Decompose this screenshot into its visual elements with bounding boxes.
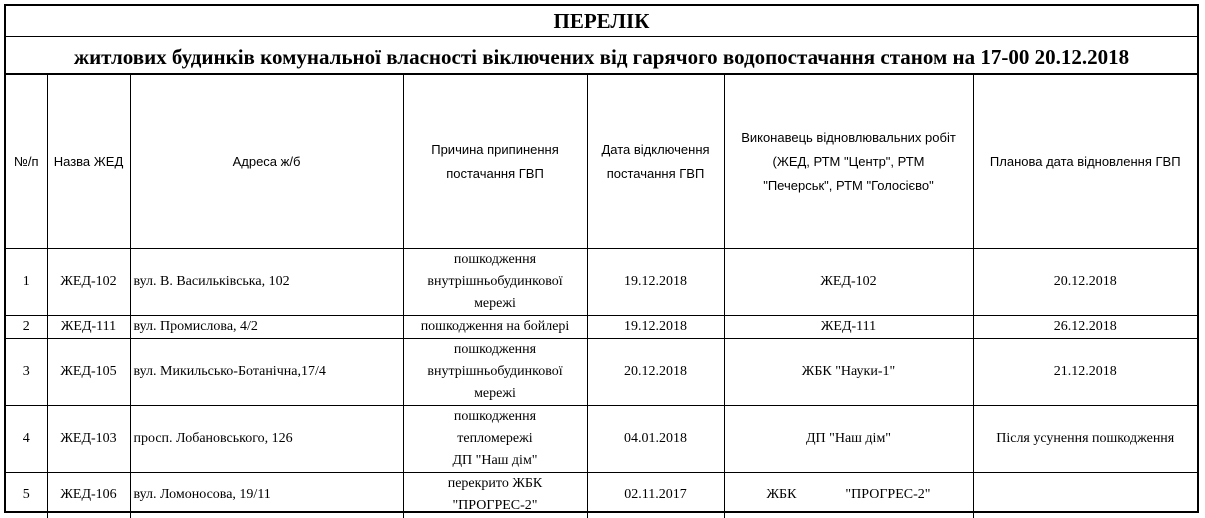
- cell-address: вул. Ломоносова, 19/11: [130, 473, 403, 518]
- cell-date-off: 20.12.2018: [587, 339, 724, 406]
- cell-planned-date: 26.12.2018: [973, 316, 1197, 339]
- cell-zhed: ЖЕД-102: [47, 249, 130, 316]
- cell-executor-text: ЖБК "ПРОГРЕС-2": [766, 487, 931, 503]
- document-subtitle: житлових будинків комунальної власності віключених від гарячого водопостачання станом на 17-00 20.12.2018: [6, 37, 1197, 75]
- cell-executor: ЖБК "Науки-1": [724, 339, 973, 406]
- cell-address: просп. Лобановського, 126: [130, 406, 403, 473]
- header-num: №/п: [6, 75, 47, 249]
- cell-planned-date: [973, 473, 1197, 518]
- header-date-off-line: Дата відключення: [601, 141, 710, 157]
- cell-date-off: 02.11.2017: [587, 473, 724, 518]
- cell-reason-line: мережі: [474, 386, 516, 401]
- header-reason: [403, 75, 587, 249]
- cell-executor: [724, 473, 973, 518]
- header-zhed: Назва ЖЕД: [47, 75, 130, 249]
- cell-date-off: 19.12.2018: [587, 316, 724, 339]
- cell-num: 3: [6, 339, 47, 406]
- cell-reason-line: ДП "Наш дім": [452, 453, 538, 468]
- header-executor-line: "Печерськ", РТМ "Голосієво": [763, 177, 934, 193]
- cell-date-off: 19.12.2018: [587, 249, 724, 316]
- cell-zhed: ЖЕД-103: [47, 406, 130, 473]
- cell-reason-line: внутрішньобудинкової: [427, 364, 563, 379]
- table-row: [6, 473, 1197, 518]
- table-row: [6, 339, 1197, 406]
- document-sheet: [4, 4, 1199, 513]
- cell-executor: ЖЕД-111: [724, 316, 973, 339]
- header-date-off-line: постачання ГВП: [606, 165, 705, 181]
- cell-reason-line: перекрито ЖБК: [447, 476, 543, 492]
- cell-reason-line: пошкодження на бойлері: [420, 319, 570, 334]
- cell-num: 4: [6, 406, 47, 473]
- document-title: ПЕРЕЛІК: [6, 6, 1197, 37]
- cell-address: вул. Промислова, 4/2: [130, 316, 403, 339]
- cell-reason-line: внутрішньобудинкової: [427, 274, 563, 289]
- cell-num: 5: [6, 473, 47, 518]
- cell-reason-line: тепломережі: [457, 431, 533, 446]
- cell-reason-line: пошкодження: [453, 342, 537, 357]
- header-address: Адреса ж/б: [130, 75, 403, 249]
- cell-address: вул. В. Васильківська, 102: [130, 249, 403, 316]
- cell-zhed: ЖЕД-111: [47, 316, 130, 339]
- header-executor-line: (ЖЕД, РТМ "Центр", РТМ: [772, 153, 925, 169]
- cell-date-off: 04.01.2018: [587, 406, 724, 473]
- header-reason-line: постачання ГВП: [446, 165, 544, 181]
- header-executor-line: Виконавець відновлювальних робіт: [741, 129, 956, 145]
- cell-reason: [403, 316, 587, 339]
- cell-reason: [403, 473, 587, 518]
- cell-executor: ДП "Наш дім": [724, 406, 973, 473]
- buildings-table: [6, 75, 1197, 518]
- table-row: [6, 406, 1197, 473]
- cell-zhed: ЖЕД-106: [47, 473, 130, 518]
- header-planned-date: Планова дата відновлення ГВП: [973, 75, 1197, 249]
- cell-address: вул. Микильсько-Ботанічна,17/4: [130, 339, 403, 406]
- cell-reason-line: мережі: [474, 296, 516, 311]
- header-date-off: [587, 75, 724, 249]
- cell-reason-line: "ПРОГРЕС-2": [452, 498, 538, 514]
- cell-num: 1: [6, 249, 47, 316]
- header-reason-line: Причина припинення: [431, 141, 559, 157]
- table-row: [6, 249, 1197, 316]
- cell-reason: [403, 406, 587, 473]
- cell-planned-date: Після усунення пошкодження: [973, 406, 1197, 473]
- cell-executor: ЖЕД-102: [724, 249, 973, 316]
- table-row: [6, 316, 1197, 339]
- cell-planned-date: 21.12.2018: [973, 339, 1197, 406]
- cell-reason-line: пошкодження: [453, 252, 537, 267]
- cell-zhed: ЖЕД-105: [47, 339, 130, 406]
- header-executor: [724, 75, 973, 249]
- table-header-row: [6, 75, 1197, 249]
- cell-planned-date: 20.12.2018: [973, 249, 1197, 316]
- cell-num: 2: [6, 316, 47, 339]
- cell-reason: [403, 249, 587, 316]
- cell-reason: [403, 339, 587, 406]
- cell-reason-line: пошкодження: [453, 409, 537, 424]
